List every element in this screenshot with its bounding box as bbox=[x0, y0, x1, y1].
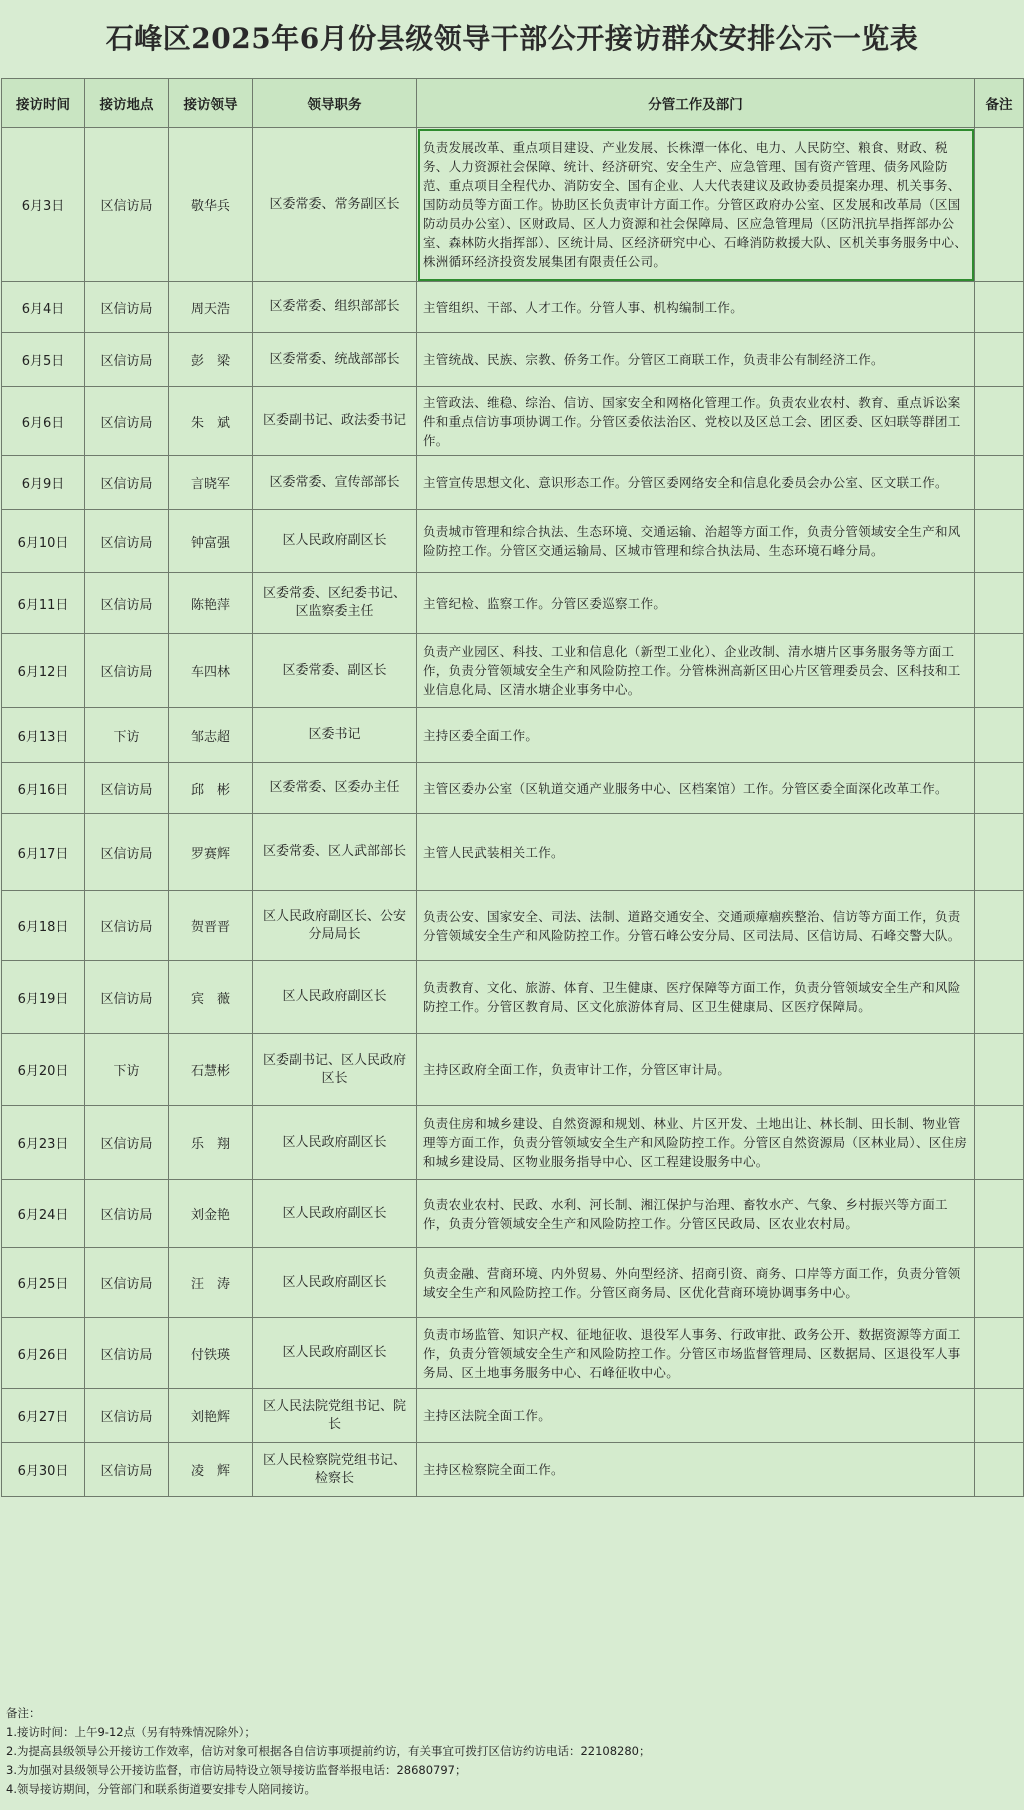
cell-remark bbox=[975, 387, 1024, 456]
cell-place: 区信访局 bbox=[85, 961, 169, 1034]
cell-duty: 负责发展改革、重点项目建设、产业发展、长株潭一体化、电力、人民防空、粮食、财政、税务、人力资源社会保障、统计、经济研究、安全生产、应急管理、国有资产管理、债务风险防范、重点项目全程代办、消防安全、国有企业、人大代表建议及政协委员提案办理、机关事务、国防动员等方面工作。协助区长负责审计方面工作。分管区政府办公室、区发展和改革局（区国防动员办公室）、区财政局、区人力资源和社会保障局、区应急管理局（区防汛抗旱指挥部办公室、森林防火指挥部）、区统计局、区经济研究中心、石峰消防救援大队、区机关事务服务中心、株洲循环经济投资发展集团有限责任公司。 bbox=[417, 128, 975, 282]
cell-remark bbox=[975, 510, 1024, 573]
cell-duty: 负责农业农村、民政、水利、河长制、湘江保护与治理、畜牧水产、气象、乡村振兴等方面工作，负责分管领域安全生产和风险防控工作。分管区民政局、区农业农村局。 bbox=[417, 1180, 975, 1248]
cell-position: 区人民检察院党组书记、检察长 bbox=[253, 1443, 417, 1497]
cell-time: 6月9日 bbox=[2, 456, 85, 510]
cell-time: 6月11日 bbox=[2, 573, 85, 634]
cell-place: 区信访局 bbox=[85, 634, 169, 708]
cell-position: 区人民政府副区长 bbox=[253, 1106, 417, 1180]
cell-remark bbox=[975, 573, 1024, 634]
cell-time: 6月20日 bbox=[2, 1034, 85, 1106]
cell-remark bbox=[975, 1318, 1024, 1389]
cell-position: 区人民政府副区长 bbox=[253, 1248, 417, 1318]
cell-position: 区委常委、宣传部部长 bbox=[253, 456, 417, 510]
table-row bbox=[2, 961, 1024, 1034]
cell-remark bbox=[975, 814, 1024, 891]
note-item: 3.为加强对县级领导公开接访监督，市信访局特设立领导接访监督举报电话：28680797； bbox=[6, 1763, 467, 1777]
cell-remark bbox=[975, 1443, 1024, 1497]
cell-time: 6月25日 bbox=[2, 1248, 85, 1318]
cell-position: 区人民法院党组书记、院长 bbox=[253, 1389, 417, 1443]
cell-duty: 主持区政府全面工作，负责审计工作，分管区审计局。 bbox=[417, 1034, 975, 1106]
cell-leader: 钟富强 bbox=[169, 510, 253, 573]
cell-position: 区委常委、统战部部长 bbox=[253, 333, 417, 387]
cell-leader: 乐 翔 bbox=[169, 1106, 253, 1180]
header-duty: 分管工作及部门 bbox=[417, 79, 975, 128]
cell-time: 6月3日 bbox=[2, 128, 85, 282]
cell-remark bbox=[975, 333, 1024, 387]
cell-duty: 主管人民武装相关工作。 bbox=[417, 814, 975, 891]
table-row bbox=[2, 387, 1024, 456]
cell-remark bbox=[975, 1034, 1024, 1106]
cell-position: 区人民政府副区长 bbox=[253, 1318, 417, 1389]
cell-leader: 刘艳辉 bbox=[169, 1389, 253, 1443]
cell-place: 区信访局 bbox=[85, 1248, 169, 1318]
cell-duty: 负责教育、文化、旅游、体育、卫生健康、医疗保障等方面工作，负责分管领域安全生产和风险防控工作。分管区教育局、区文化旅游体育局、区卫生健康局、区医疗保障局。 bbox=[417, 961, 975, 1034]
cell-remark bbox=[975, 891, 1024, 961]
cell-place: 区信访局 bbox=[85, 891, 169, 961]
cell-time: 6月30日 bbox=[2, 1443, 85, 1497]
cell-duty: 负责公安、国家安全、司法、法制、道路交通安全、交通顽瘴痼疾整治、信访等方面工作，负责分管领域安全生产和风险防控工作。分管石峰公安分局、区司法局、区信访局、石峰交警大队。 bbox=[417, 891, 975, 961]
header-position: 领导职务 bbox=[253, 79, 417, 128]
cell-leader: 周天浩 bbox=[169, 282, 253, 333]
cell-leader: 贺晋晋 bbox=[169, 891, 253, 961]
cell-remark bbox=[975, 634, 1024, 708]
cell-time: 6月24日 bbox=[2, 1180, 85, 1248]
cell-duty: 主管政法、维稳、综治、信访、国家安全和网格化管理工作。负责农业农村、教育、重点诉讼案件和重点信访事项协调工作。分管区委依法治区、党校以及区总工会、团区委、区妇联等群团工作。 bbox=[417, 387, 975, 456]
page-title: 石峰区2025年6月份县级领导干部公开接访群众安排公示一览表 bbox=[105, 22, 919, 55]
cell-time: 6月27日 bbox=[2, 1389, 85, 1443]
table-row bbox=[2, 1443, 1024, 1497]
header-time: 接访时间 bbox=[2, 79, 85, 128]
header-remark: 备注 bbox=[975, 79, 1024, 128]
cell-leader: 刘金艳 bbox=[169, 1180, 253, 1248]
cell-remark bbox=[975, 1180, 1024, 1248]
note-item: 2.为提高县级领导公开接访工作效率，信访对象可根据各自信访事项提前约访，有关事宜可拨打区信访约访电话：22108280； bbox=[6, 1744, 651, 1758]
cell-leader: 石慧彬 bbox=[169, 1034, 253, 1106]
note-item: 4.领导接访期间，分管部门和联系街道要安排专人陪同接访。 bbox=[6, 1782, 316, 1796]
cell-duty: 负责产业园区、科技、工业和信息化（新型工业化）、企业改制、清水塘片区事务服务等方面工作，负责分管领域安全生产和风险防控工作。分管株洲高新区田心片区管理委员会、区科技和工业信息化局、区清水塘企业事务中心。 bbox=[417, 634, 975, 708]
cell-place: 区信访局 bbox=[85, 1443, 169, 1497]
table-row bbox=[2, 128, 1024, 282]
table-row bbox=[2, 333, 1024, 387]
cell-time: 6月10日 bbox=[2, 510, 85, 573]
cell-position: 区人民政府副区长 bbox=[253, 510, 417, 573]
cell-position: 区人民政府副区长 bbox=[253, 961, 417, 1034]
cell-position: 区委常委、组织部部长 bbox=[253, 282, 417, 333]
cell-leader: 汪 涛 bbox=[169, 1248, 253, 1318]
cell-remark bbox=[975, 282, 1024, 333]
table-row bbox=[2, 1034, 1024, 1106]
cell-leader: 付铁瑛 bbox=[169, 1318, 253, 1389]
cell-duty: 主持区法院全面工作。 bbox=[417, 1389, 975, 1443]
cell-duty: 主管宣传思想文化、意识形态工作。分管区委网络安全和信息化委员会办公室、区文联工作。 bbox=[417, 456, 975, 510]
cell-duty: 负责城市管理和综合执法、生态环境、交通运输、治超等方面工作，负责分管领域安全生产和风险防控工作。分管区交通运输局、区城市管理和综合执法局、生态环境石峰分局。 bbox=[417, 510, 975, 573]
table-row bbox=[2, 634, 1024, 708]
cell-position: 区委副书记、政法委书记 bbox=[253, 387, 417, 456]
cell-duty: 负责住房和城乡建设、自然资源和规划、林业、片区开发、土地出让、林长制、田长制、物业管理等方面工作，负责分管领域安全生产和风险防控工作。分管区自然资源局（区林业局）、区住房和城乡建设局、区物业服务指导中心、区工程建设服务中心。 bbox=[417, 1106, 975, 1180]
cell-leader: 罗赛辉 bbox=[169, 814, 253, 891]
table-row bbox=[2, 763, 1024, 814]
cell-position: 区委书记 bbox=[253, 708, 417, 763]
cell-duty: 主持区检察院全面工作。 bbox=[417, 1443, 975, 1497]
cell-place: 区信访局 bbox=[85, 1180, 169, 1248]
cell-leader: 陈艳萍 bbox=[169, 573, 253, 634]
cell-duty: 主管组织、干部、人才工作。分管人事、机构编制工作。 bbox=[417, 282, 975, 333]
table-row bbox=[2, 282, 1024, 333]
cell-position: 区委常委、副区长 bbox=[253, 634, 417, 708]
cell-remark bbox=[975, 128, 1024, 282]
table-row bbox=[2, 1180, 1024, 1248]
cell-duty: 主管纪检、监察工作。分管区委巡察工作。 bbox=[417, 573, 975, 634]
note-item: 1.接访时间：上午9-12点（另有特殊情况除外）； bbox=[6, 1725, 256, 1739]
cell-remark bbox=[975, 763, 1024, 814]
cell-place: 区信访局 bbox=[85, 387, 169, 456]
cell-leader: 宾 薇 bbox=[169, 961, 253, 1034]
cell-position: 区人民政府副区长 bbox=[253, 1180, 417, 1248]
cell-place: 区信访局 bbox=[85, 1318, 169, 1389]
table-row bbox=[2, 1389, 1024, 1443]
cell-place: 区信访局 bbox=[85, 763, 169, 814]
cell-time: 6月18日 bbox=[2, 891, 85, 961]
cell-duty: 负责金融、营商环境、内外贸易、外向型经济、招商引资、商务、口岸等方面工作，负责分管领域安全生产和风险防控工作。分管区商务局、区优化营商环境协调事务中心。 bbox=[417, 1248, 975, 1318]
cell-position: 区委常委、区人武部部长 bbox=[253, 814, 417, 891]
cell-position: 区人民政府副区长、公安分局局长 bbox=[253, 891, 417, 961]
table-row bbox=[2, 573, 1024, 634]
cell-leader: 言晓军 bbox=[169, 456, 253, 510]
cell-duty: 主管统战、民族、宗教、侨务工作。分管区工商联工作，负责非公有制经济工作。 bbox=[417, 333, 975, 387]
cell-time: 6月17日 bbox=[2, 814, 85, 891]
cell-time: 6月5日 bbox=[2, 333, 85, 387]
cell-duty: 负责市场监管、知识产权、征地征收、退役军人事务、行政审批、政务公开、数据资源等方面工作，负责分管领域安全生产和风险防控工作。分管区市场监督管理局、区数据局、区退役军人事务局、区土地事务服务中心、石峰征收中心。 bbox=[417, 1318, 975, 1389]
table-row bbox=[2, 1248, 1024, 1318]
schedule-table bbox=[1, 78, 1024, 1497]
header-place: 接访地点 bbox=[85, 79, 169, 128]
cell-place: 区信访局 bbox=[85, 333, 169, 387]
cell-remark bbox=[975, 1389, 1024, 1443]
cell-remark bbox=[975, 961, 1024, 1034]
cell-place: 区信访局 bbox=[85, 1106, 169, 1180]
cell-time: 6月12日 bbox=[2, 634, 85, 708]
table-row bbox=[2, 708, 1024, 763]
notes-section bbox=[6, 1704, 1016, 1799]
cell-leader: 朱 斌 bbox=[169, 387, 253, 456]
table-row bbox=[2, 1318, 1024, 1389]
table-header-row bbox=[2, 79, 1024, 128]
cell-time: 6月26日 bbox=[2, 1318, 85, 1389]
table-row bbox=[2, 891, 1024, 961]
cell-place: 区信访局 bbox=[85, 282, 169, 333]
cell-time: 6月23日 bbox=[2, 1106, 85, 1180]
table-row bbox=[2, 814, 1024, 891]
cell-leader: 敬华兵 bbox=[169, 128, 253, 282]
cell-duty: 主持区委全面工作。 bbox=[417, 708, 975, 763]
table-row bbox=[2, 1106, 1024, 1180]
cell-place: 区信访局 bbox=[85, 128, 169, 282]
cell-position: 区委常委、区委办主任 bbox=[253, 763, 417, 814]
cell-time: 6月16日 bbox=[2, 763, 85, 814]
cell-place: 区信访局 bbox=[85, 573, 169, 634]
table-row bbox=[2, 456, 1024, 510]
cell-leader: 邹志超 bbox=[169, 708, 253, 763]
cell-leader: 凌 辉 bbox=[169, 1443, 253, 1497]
header-leader: 接访领导 bbox=[169, 79, 253, 128]
cell-place: 区信访局 bbox=[85, 510, 169, 573]
cell-duty: 主管区委办公室（区轨道交通产业服务中心、区档案馆）工作。分管区委全面深化改革工作。 bbox=[417, 763, 975, 814]
cell-remark bbox=[975, 1248, 1024, 1318]
cell-place: 区信访局 bbox=[85, 1389, 169, 1443]
cell-place: 区信访局 bbox=[85, 814, 169, 891]
cell-remark bbox=[975, 1106, 1024, 1180]
cell-position: 区委常委、区纪委书记、区监察委主任 bbox=[253, 573, 417, 634]
cell-remark bbox=[975, 456, 1024, 510]
cell-time: 6月13日 bbox=[2, 708, 85, 763]
cell-time: 6月4日 bbox=[2, 282, 85, 333]
cell-place: 下访 bbox=[85, 708, 169, 763]
cell-place: 区信访局 bbox=[85, 456, 169, 510]
cell-position: 区委常委、常务副区长 bbox=[253, 128, 417, 282]
cell-leader: 彭 梁 bbox=[169, 333, 253, 387]
notes-heading: 备注： bbox=[6, 1706, 41, 1720]
cell-remark bbox=[975, 708, 1024, 763]
cell-time: 6月19日 bbox=[2, 961, 85, 1034]
cell-leader: 邱 彬 bbox=[169, 763, 253, 814]
cell-place: 下访 bbox=[85, 1034, 169, 1106]
cell-leader: 车四林 bbox=[169, 634, 253, 708]
cell-position: 区委副书记、区人民政府区长 bbox=[253, 1034, 417, 1106]
table-row bbox=[2, 510, 1024, 573]
cell-time: 6月6日 bbox=[2, 387, 85, 456]
